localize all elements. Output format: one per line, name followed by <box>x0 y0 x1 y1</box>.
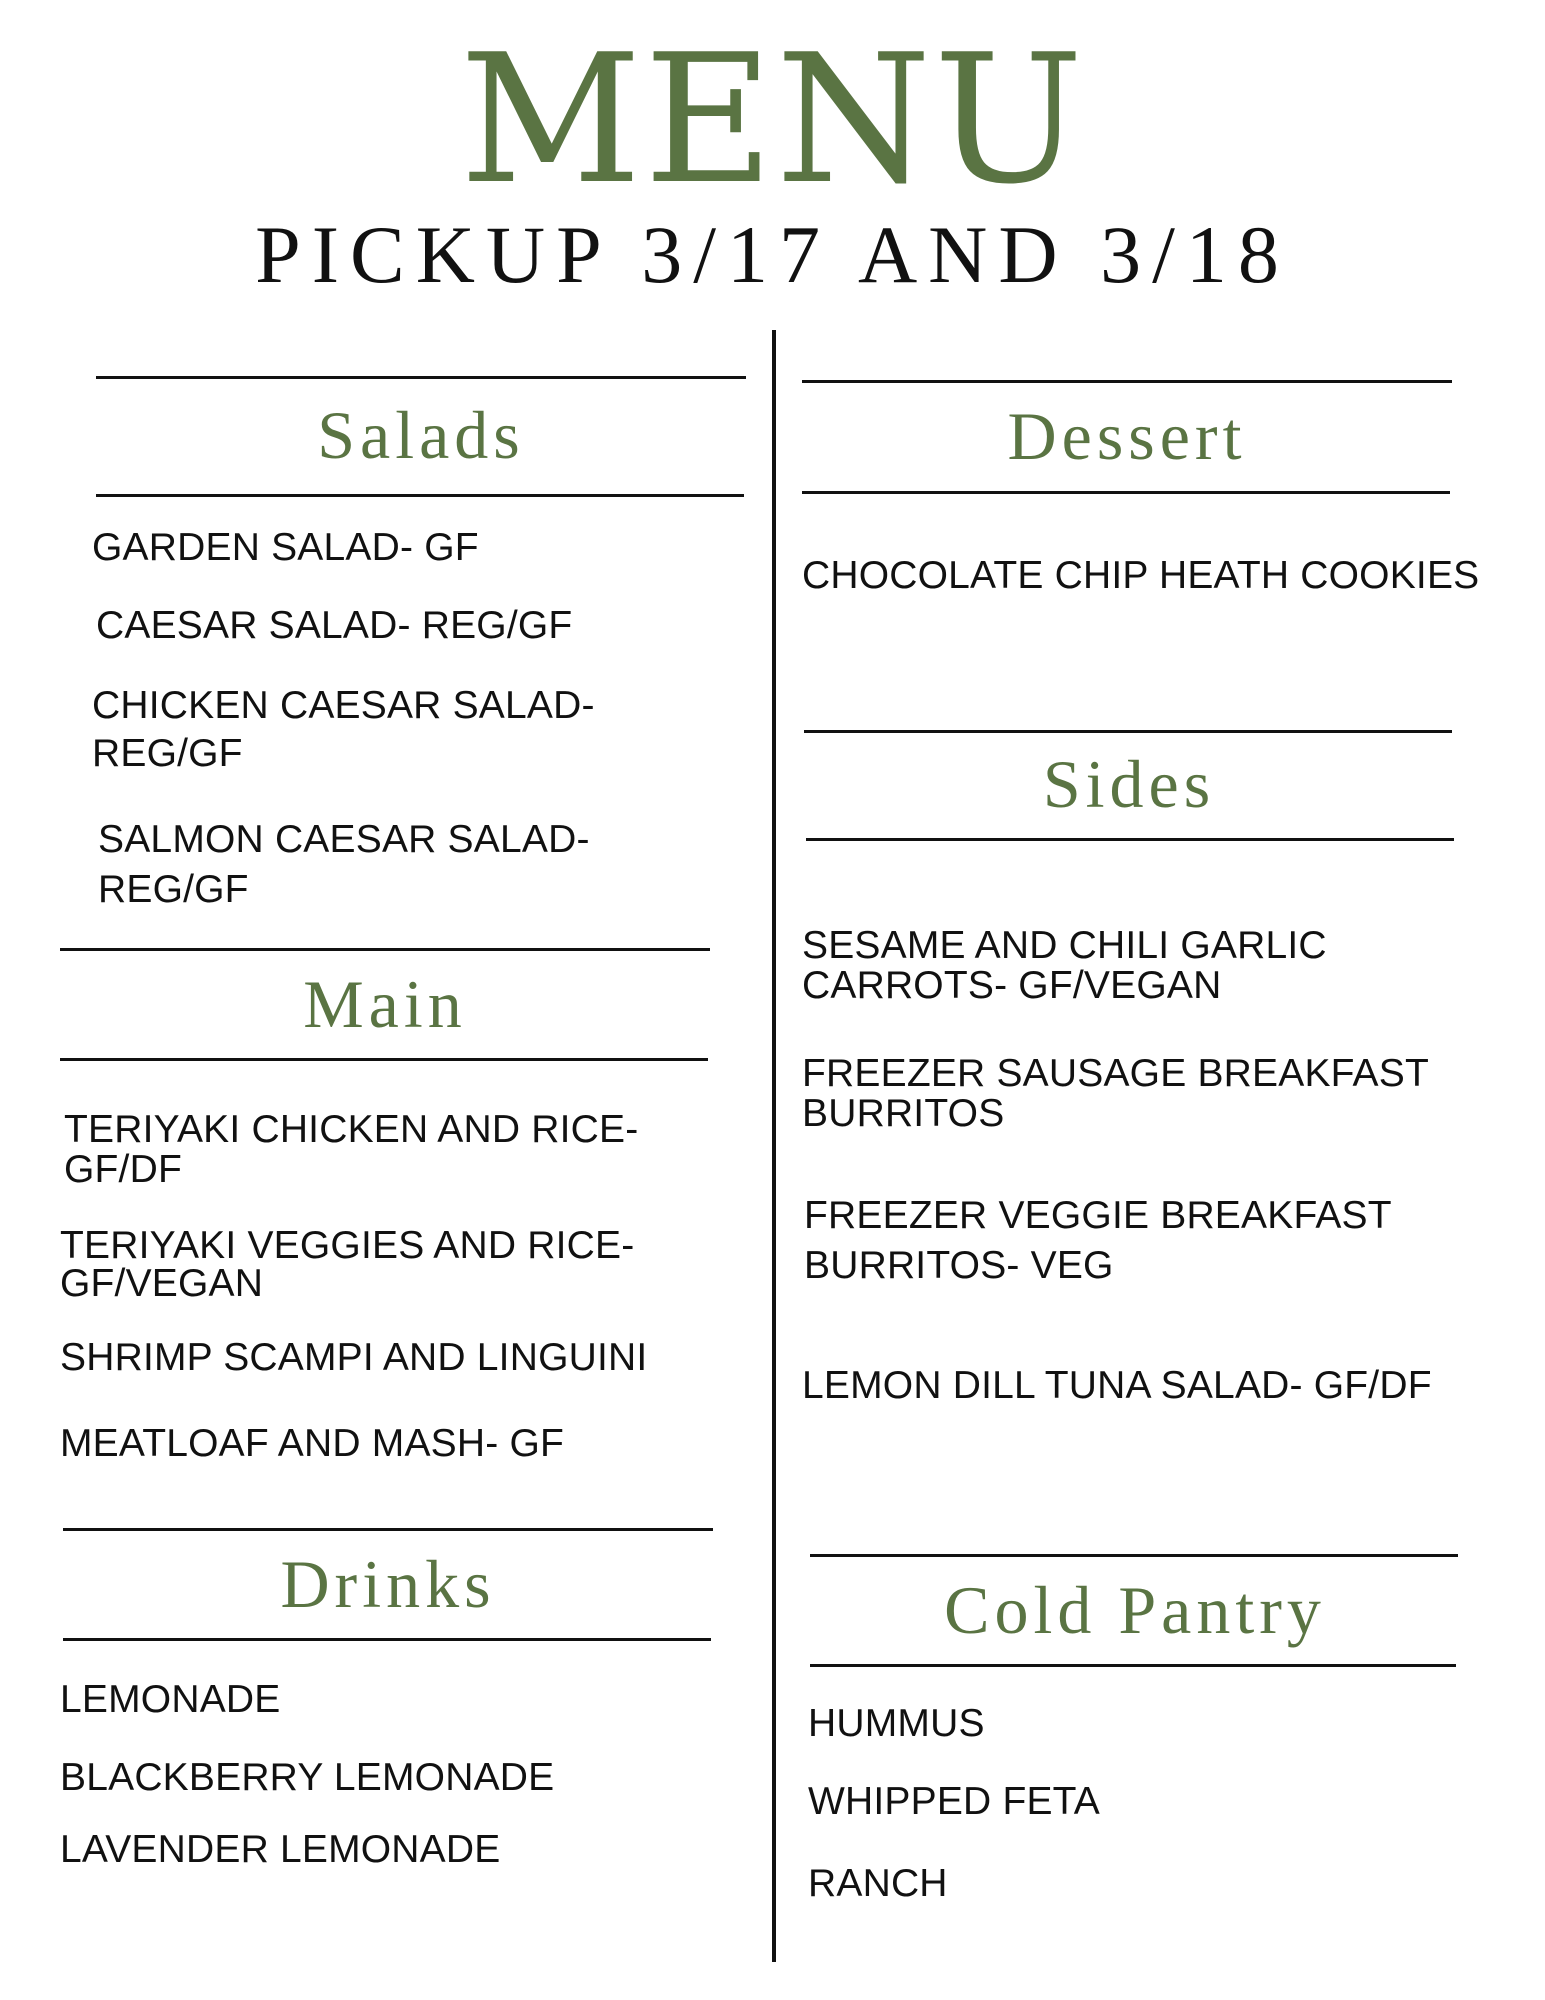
menu-item: MEATLOAF AND MASH- GF <box>60 1422 565 1465</box>
menu-item: RANCH <box>808 1862 948 1905</box>
menu-item: BURRITOS- VEG <box>804 1244 1114 1287</box>
menu-item: FREEZER VEGGIE BREAKFAST <box>804 1194 1392 1237</box>
menu-item: FREEZER SAUSAGE BREAKFAST <box>802 1052 1429 1095</box>
column-divider <box>772 330 776 1962</box>
menu-item: TERIYAKI CHICKEN AND RICE- <box>64 1108 639 1151</box>
cold-pantry-top-rule <box>810 1554 1458 1557</box>
drinks-top-rule <box>63 1528 713 1531</box>
menu-item: SHRIMP SCAMPI AND LINGUINI <box>60 1336 648 1379</box>
sides-top-rule <box>804 730 1452 733</box>
menu-item: LEMONADE <box>60 1678 281 1721</box>
menu-item: WHIPPED FETA <box>808 1780 1101 1823</box>
salads-top-rule <box>96 376 746 379</box>
cold-pantry-heading: Cold Pantry <box>944 1572 1326 1648</box>
dessert-heading: Dessert <box>1007 398 1247 474</box>
menu-item: SALMON CAESAR SALAD- <box>98 818 590 861</box>
drinks-bottom-rule <box>63 1638 711 1641</box>
menu-item: REG/GF <box>92 732 243 775</box>
menu-item: REG/GF <box>98 868 249 911</box>
main-heading: Main <box>303 966 467 1042</box>
menu-item: CHICKEN CAESAR SALAD- <box>92 684 595 727</box>
menu-item: CARROTS- GF/VEGAN <box>802 964 1222 1007</box>
main-top-rule <box>60 948 710 951</box>
cold-pantry-bottom-rule <box>810 1664 1456 1667</box>
menu-item: TERIYAKI VEGGIES AND RICE- <box>60 1224 635 1267</box>
menu-item: CHOCOLATE CHIP HEATH COOKIES <box>802 554 1480 597</box>
menu-item: SESAME AND CHILI GARLIC <box>802 924 1327 967</box>
salads-bottom-rule <box>96 494 744 497</box>
menu-item: BLACKBERRY LEMONADE <box>60 1756 555 1799</box>
drinks-heading: Drinks <box>280 1546 496 1622</box>
main-bottom-rule <box>60 1058 708 1061</box>
menu-item: GARDEN SALAD- GF <box>92 526 479 569</box>
menu-item: LAVENDER LEMONADE <box>60 1828 501 1871</box>
sides-heading: Sides <box>1042 746 1216 822</box>
menu-item: GF/DF <box>64 1148 182 1191</box>
menu-item: GF/VEGAN <box>60 1262 264 1305</box>
pickup-dates: PICKUP 3/17 AND 3/18 <box>255 209 1290 300</box>
dessert-top-rule <box>802 380 1452 383</box>
menu-item: CAESAR SALAD- REG/GF <box>96 604 573 647</box>
menu-item: BURRITOS <box>802 1092 1005 1135</box>
sides-bottom-rule <box>806 838 1454 841</box>
menu-item: LEMON DILL TUNA SALAD- GF/DF <box>802 1364 1432 1407</box>
dessert-bottom-rule <box>802 491 1450 494</box>
salads-heading: Salads <box>317 397 525 473</box>
menu-title: MENU <box>459 16 1086 223</box>
menu-item: HUMMUS <box>808 1702 985 1745</box>
